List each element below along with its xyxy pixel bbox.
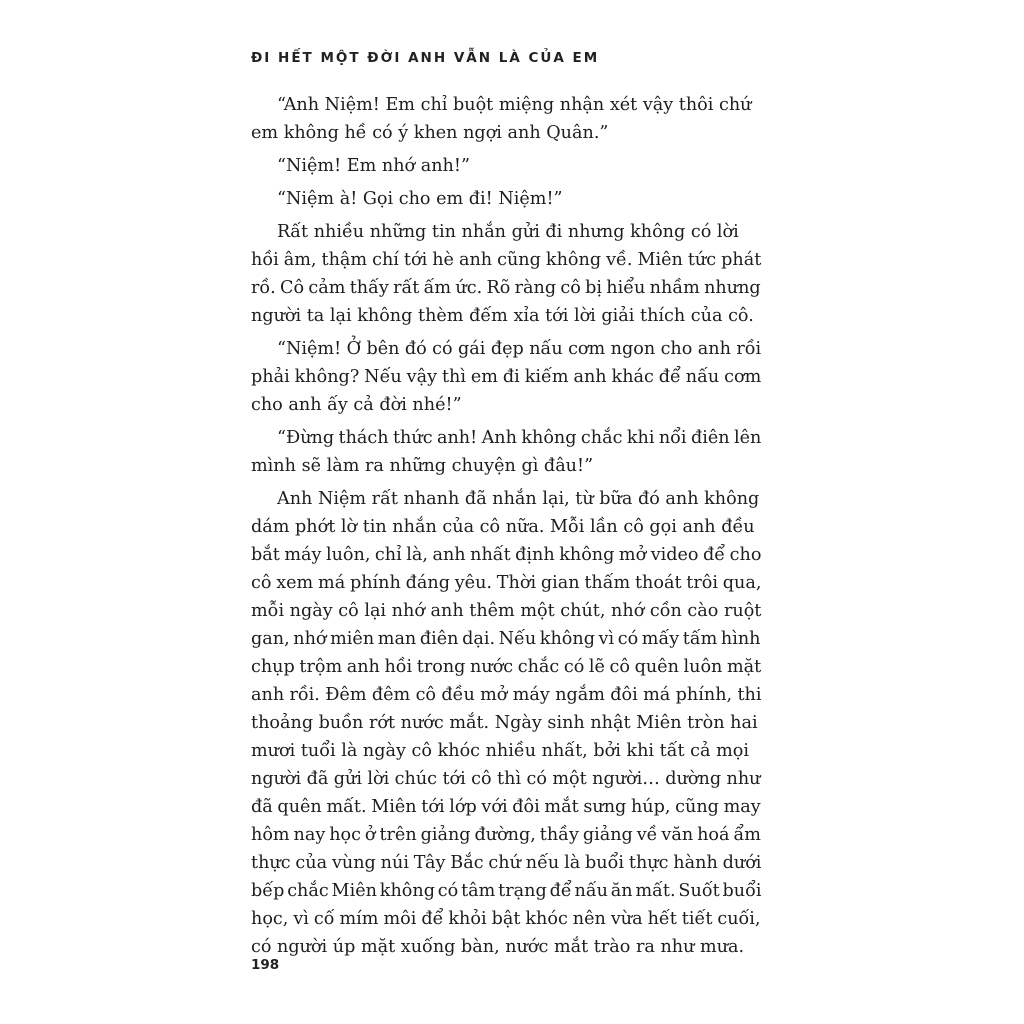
text-line: thực của vùng núi Tây Bắc chứ nếu là buổi thực hành dưới: [251, 853, 762, 873]
text-line: cho anh ấy cả đời nhé!”: [251, 395, 462, 415]
text-line: có người úp mặt xuống bàn, nước mắt trào ra như mưa.: [251, 937, 745, 957]
running-header: ĐI HẾT MỘT ĐỜI ANH VẪN LÀ CỦA EM: [251, 50, 600, 66]
text-line: dám phớt lờ tin nhắn của cô nữa. Mỗi lần cô gọi anh đều: [251, 517, 755, 537]
text-line: bắt máy luôn, chỉ là, anh nhất định không mở video để cho: [251, 545, 762, 565]
text-line: Anh Niệm rất nhanh đã nhắn lại, từ bữa đó anh không: [277, 489, 760, 509]
paragraph: [251, 185, 761, 213]
paragraph: [251, 485, 761, 961]
text-line: cô xem má phính đáng yêu. Thời gian thấm thoát trôi qua,: [251, 573, 762, 593]
text-line: người ta lại không thèm đếm xỉa tới lời giải thích của cô.: [251, 306, 754, 326]
text-line: mình sẽ làm ra những chuyện gì đâu!”: [251, 456, 594, 476]
text-line: “Đừng thách thức anh! Anh không chắc khi nổi điên lên: [277, 428, 762, 448]
text-line: anh rồi. Đêm đêm cô đều mở máy ngắm đôi má phính, thi: [251, 685, 762, 705]
text-line: Rất nhiều những tin nhắn gửi đi nhưng không có lời: [277, 222, 739, 242]
text-line: hồi âm, thậm chí tới hè anh cũng không về. Miên tức phát: [251, 250, 762, 270]
text-line: đã quên mất. Miên tới lớp với đôi mắt sưng húp, cũng may: [251, 797, 761, 817]
text-line: “Niệm! Ở bên đó có gái đẹp nấu cơm ngon cho anh rồi: [277, 339, 762, 359]
body-text: [251, 91, 761, 966]
text-line: bếp chắc Miên không có tâm trạng để nấu ăn mất. Suốt buổi: [251, 881, 762, 901]
text-line: người đã gửi lời chúc tới cô thì có một người… dường như: [251, 769, 761, 789]
paragraph: [251, 335, 761, 419]
text-line: mỗi ngày cô lại nhớ anh thêm một chút, nhớ cồn cào ruột: [251, 601, 762, 621]
text-line: phải không? Nếu vậy thì em đi kiếm anh khác để nấu cơm: [251, 367, 762, 387]
text-line: em không hề có ý khen ngợi anh Quân.”: [251, 123, 609, 143]
paragraph: [251, 424, 761, 480]
text-line: rồ. Cô cảm thấy rất ấm ức. Rõ ràng cô bị hiểu nhầm nhưng: [251, 278, 761, 298]
text-line: thoảng buồn rớt nước mắt. Ngày sinh nhật Miên tròn hai: [251, 713, 758, 733]
paragraph: [251, 91, 761, 147]
text-line: chụp trộm anh hồi trong nước chắc có lẽ cô quên luôn mặt: [251, 657, 762, 677]
page-number: 198: [251, 957, 280, 973]
text-line: học, vì cố mím môi để khỏi bật khóc nên vừa hết tiết cuối,: [251, 909, 761, 929]
text-line: “Niệm! Em nhớ anh!”: [277, 156, 470, 176]
text-line: gan, nhớ miên man điên dại. Nếu không vì có mấy tấm hình: [251, 629, 761, 649]
text-line: “Anh Niệm! Em chỉ buột miệng nhận xét vậy thôi chứ: [277, 95, 752, 115]
text-line: “Niệm à! Gọi cho em đi! Niệm!”: [277, 189, 563, 209]
paragraph: [251, 218, 761, 330]
text-line: hôm nay học ở trên giảng đường, thầy giảng về văn hoá ẩm: [251, 825, 761, 845]
paragraph: [251, 152, 761, 180]
text-line: mươi tuổi là ngày cô khóc nhiều nhất, bởi khi tất cả mọi: [251, 741, 749, 761]
